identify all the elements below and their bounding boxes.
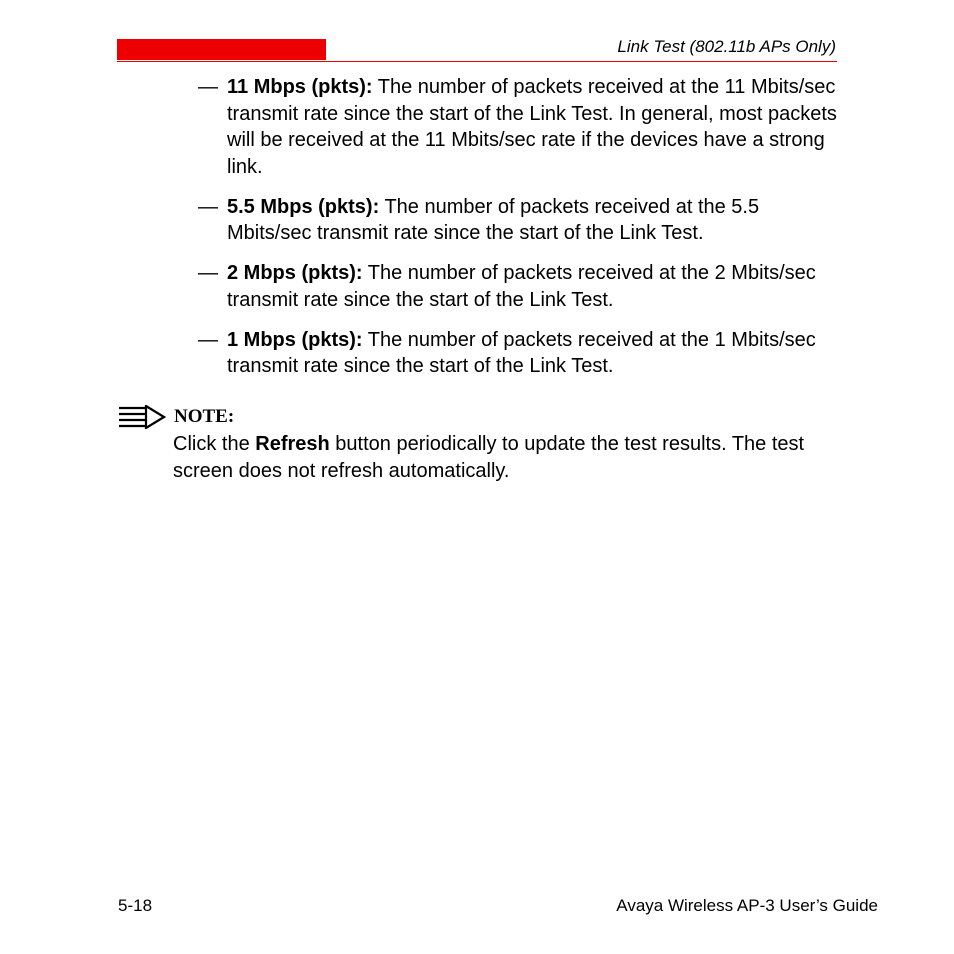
bullet-term: 1 Mbps (pkts): xyxy=(227,328,363,351)
bullet-dash: — xyxy=(198,76,218,98)
list-item xyxy=(198,327,838,380)
bullet-text xyxy=(227,194,838,247)
bullet-description: The number of packets received at the 11 Mbits/sec transmit rate since the start of the Link Test. In general, most packets will be received at the 11 Mbits/sec rate if the devices have a strong link. xyxy=(227,76,837,178)
note-text-after: button periodically to update the test results. The test screen does not refresh automatically. xyxy=(173,433,805,482)
bullet-dash: — xyxy=(198,262,218,284)
note-arrow-icon xyxy=(118,405,166,429)
bullet-list xyxy=(198,74,838,393)
bullet-text xyxy=(227,74,838,180)
bullet-description: The number of packets received at the 1 Mbits/sec transmit rate since the start of the Link Test. xyxy=(227,328,816,377)
page-number: 5-18 xyxy=(118,896,153,915)
bullet-description: The number of packets received at the 2 Mbits/sec transmit rate since the start of the Link Test. xyxy=(227,262,816,311)
section-title: Link Test (802.11b APs Only) xyxy=(617,37,836,56)
bullet-text xyxy=(227,327,838,380)
list-item xyxy=(198,194,838,247)
note-emphasis: Refresh xyxy=(255,433,330,455)
note-label: NOTE: xyxy=(174,406,235,427)
note-text-before: Click the xyxy=(173,433,256,455)
bullet-text xyxy=(227,260,838,313)
note-body xyxy=(173,431,838,485)
bullet-term: 2 Mbps (pkts): xyxy=(227,262,363,284)
bullet-term: 11 Mbps (pkts): xyxy=(227,76,373,98)
guide-title: Avaya Wireless AP-3 User’s Guide xyxy=(616,896,878,915)
bullet-description: The number of packets received at the 5.5 Mbits/sec transmit rate since the start of the Link Test. xyxy=(227,195,760,244)
header-rule xyxy=(117,61,837,62)
bullet-term: 5.5 Mbps (pkts): xyxy=(227,195,380,218)
bullet-dash: — xyxy=(198,328,218,351)
bullet-dash: — xyxy=(198,195,218,218)
list-item xyxy=(198,74,838,180)
list-item xyxy=(198,260,838,313)
header-red-bar xyxy=(117,39,326,60)
